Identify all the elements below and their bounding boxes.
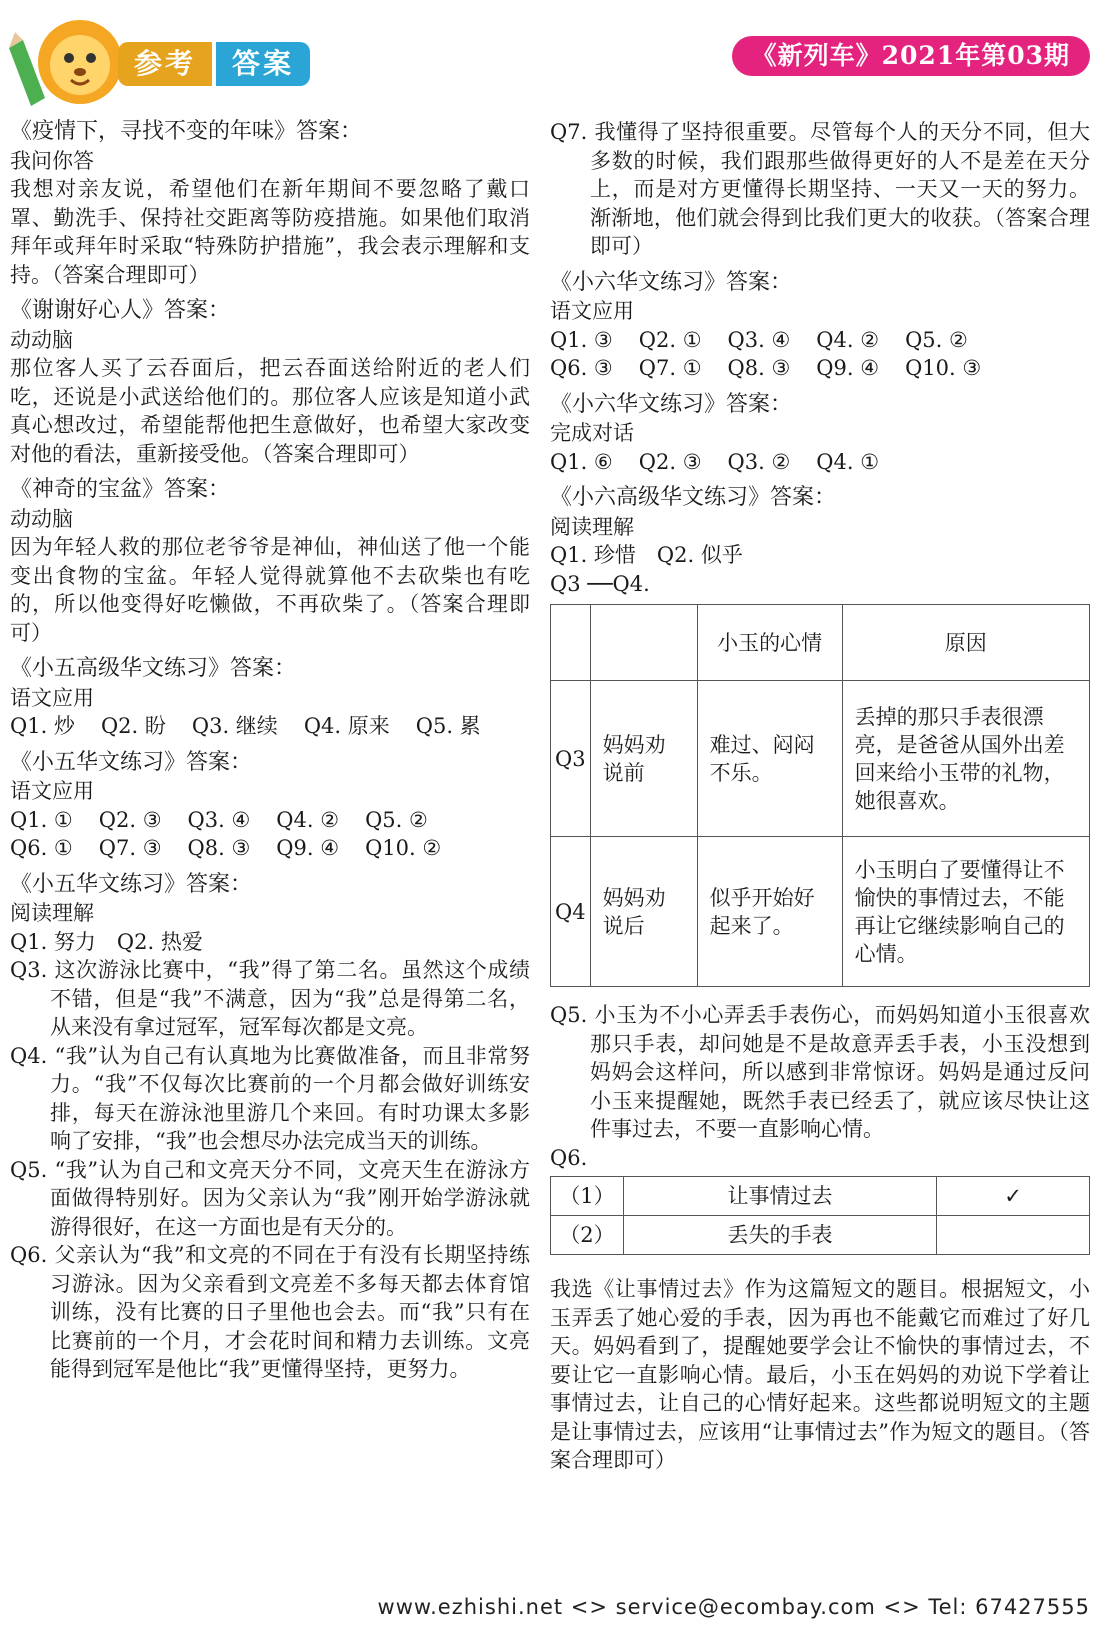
answer-text: Q6. xyxy=(550,1145,588,1170)
answer-text: Q6. 父亲认为“我”和文亮的不同在于有没有长期坚持练习游泳。因为父亲看到文亮差不多每天都去体育馆训练，没有比赛的日子里他也会去。而“我”只有在比赛前的一个月，才会花时间和精力去训练。文亮能得到冠军是他比“我”更懂得坚持，更努力。 xyxy=(10,1243,530,1381)
section-title: 《小五高级华文练习》答案： xyxy=(10,656,297,681)
section-subtitle: 动动脑 xyxy=(10,506,73,531)
page-header xyxy=(0,0,1100,110)
table-cell xyxy=(551,605,591,681)
answer-item: Q1. 炒 xyxy=(10,714,75,738)
issue-badge: 《新列车》2021年第03期 xyxy=(732,36,1090,76)
table-cell-mood: 难过、闷闷不乐。 xyxy=(697,681,842,837)
answer-item: Q2. ③ xyxy=(638,449,702,474)
header-tag-right: 答案 xyxy=(216,42,310,86)
section-subtitle: 阅读理解 xyxy=(10,901,94,925)
answer-text: Q7. 我懂得了坚持很重要。尽管每个人的天分不同，但大多数的时候，我们跟那些做得更好的人不是差在天分上，而是对方更懂得长期坚持、一天又一天的努力。渐渐地，他们就会得到比我们更大的收获。（答案合理即可） xyxy=(550,120,1090,258)
answer-text: 因为年轻人救的那位老爷爷是神仙，神仙送了他一个能变出食物的宝盆。年轻人觉得就算他不去砍柴也有吃的，所以他变得好吃懒做，不再砍柴了。（答案合理即可） xyxy=(10,535,530,645)
answer-item: Q6. ① xyxy=(10,836,73,860)
answer-item: Q8. ③ xyxy=(187,836,251,860)
answer-item: Q1. ⑥ xyxy=(550,449,613,474)
answer-item: Q1. ① xyxy=(10,807,73,832)
check-mark-icon: ✓ xyxy=(937,1177,1090,1216)
answer-text: 那位客人买了云吞面后，把云吞面送给附近的老人们吃，还说是小武送给他们的。那位客人应该是知道小武真心想改过，希望能帮他把生意做好，也希望大家改变对他的看法，重新接受他。（答案合理即可） xyxy=(10,356,530,466)
answer-item: Q4. ① xyxy=(816,449,880,474)
answer-text: Q5. 小玉为不小心弄丢手表伤心，而妈妈知道小玉很喜欢那只手表，却问她是不是故意弄丢手表，小玉没想到妈妈会这样问，所以感到非常惊讶。妈妈是通过反问小玉来提醒她，既然手表已经丢了，就应该尽快让这件事过去，不要一直影响心情。 xyxy=(550,1003,1090,1141)
table-cell-reason: 小玉明白了要懂得让不愉快的事情过去，不能再让它继续影响自己的心情。 xyxy=(842,837,1089,987)
answer-item: Q7. ③ xyxy=(98,836,162,860)
right-column xyxy=(550,118,1090,1475)
answer-item: Q10. ③ xyxy=(905,356,982,380)
section-title: 《小六高级华文练习》答案： xyxy=(550,485,837,510)
answer-text: Q3. 这次游泳比赛中，“我”得了第二名。虽然这个成绩不错，但是“我”不满意，因为“我”总是得第二名，从来没有拿过冠军，冠军每次都是文亮。 xyxy=(10,958,530,1039)
answer-item: Q9. ④ xyxy=(276,836,340,860)
answer-text: 我想对亲友说，希望他们在新年期间不要忽略了戴口罩、勤洗手、保持社交距离等防疫措施。如果他们取消拜年或拜年时采取“特殊防护措施”，我会表示理解和支持。（答案合理即可） xyxy=(10,177,530,287)
answer-row xyxy=(10,806,530,835)
table-cell-reason: 丢掉的那只手表很漂亮，是爸爸从国外出差回来给小玉带的礼物，她很喜欢。 xyxy=(842,681,1089,837)
table-cell-when: 妈妈劝说前 xyxy=(590,681,697,837)
table-row xyxy=(551,1177,1090,1216)
answer-row xyxy=(550,448,1090,477)
section-subtitle: 动动脑 xyxy=(10,327,73,352)
mood-table xyxy=(550,604,1090,987)
choice-num: （1） xyxy=(551,1177,624,1216)
answer-item: Q2. ① xyxy=(638,327,702,352)
section-title: 《小六华文练习》答案： xyxy=(550,391,793,417)
table-header-mood: 小玉的心情 xyxy=(697,605,842,681)
answer-item: Q8. ③ xyxy=(727,356,791,380)
table-cell xyxy=(590,605,697,681)
table-cell-when: 妈妈劝说后 xyxy=(590,837,697,987)
section-subtitle: 阅读理解 xyxy=(550,514,634,539)
choice-mark xyxy=(937,1216,1090,1255)
answer-item: Q2. 盼 xyxy=(100,714,166,738)
section-subtitle: 我问你答 xyxy=(10,148,94,173)
section-subtitle: 语文应用 xyxy=(550,299,634,323)
answer-row xyxy=(550,326,1090,355)
answer-text: Q1. 珍惜 Q2. 似乎 xyxy=(550,543,743,567)
answer-item: Q4. ② xyxy=(276,807,340,832)
answer-item: Q4. 原来 xyxy=(303,714,390,738)
section-title: 《小五华文练习》答案： xyxy=(10,749,253,775)
answer-item: Q3. 继续 xyxy=(191,714,278,738)
choice-text: 让事情过去 xyxy=(624,1177,937,1216)
answer-text: 我选《让事情过去》作为这篇短文的题目。根据短文，小玉弄丢了她心爱的手表，因为再也不能戴它而难过了好几天。妈妈看到了，提醒她要学会让不愉快的事情过去，不要让它一直影响心情。最后，小玉在妈妈的劝说下学着让事情过去，让自己的心情好起来。这些都说明短文的主题是让事情过去，应该用“让事情过去”作为短文的题目。（答案合理即可） xyxy=(550,1277,1090,1472)
choice-text: 丢失的手表 xyxy=(624,1216,937,1255)
section-title: 《神奇的宝盆》答案： xyxy=(10,477,231,502)
answer-item: Q5. ② xyxy=(365,807,428,832)
table-row xyxy=(551,681,1090,837)
answer-item: Q5. ② xyxy=(905,327,968,352)
section-title: 《疫情下，寻找不变的年味》答案： xyxy=(10,119,363,144)
section-title: 《谢谢好心人》答案： xyxy=(10,298,231,323)
header-tag xyxy=(118,42,310,86)
section-subtitle: 语文应用 xyxy=(10,779,94,803)
left-column xyxy=(10,118,530,1384)
section-title: 《小五华文练习》答案： xyxy=(10,871,253,897)
answer-item: Q9. ④ xyxy=(816,356,880,380)
section-subtitle: 完成对话 xyxy=(550,421,634,445)
header-tag-left: 参考 xyxy=(118,42,212,86)
table-row xyxy=(551,1216,1090,1255)
answer-item: Q3. ④ xyxy=(727,327,791,352)
section-subtitle: 语文应用 xyxy=(10,685,94,710)
answer-item: Q7. ① xyxy=(638,356,702,380)
table-header-reason: 原因 xyxy=(842,605,1089,681)
answer-item: Q6. ③ xyxy=(550,356,613,380)
answer-item: Q5. 累 xyxy=(415,714,481,738)
answer-text: Q3 ──Q4. xyxy=(550,571,650,596)
table-cell-q: Q4 xyxy=(551,837,591,987)
answer-item: Q3. ② xyxy=(727,449,791,474)
lion-pencil-logo-icon xyxy=(5,10,135,110)
page-footer: www.ezhishi.net <> service@ecombay.com <> Tel: 67427555 xyxy=(377,1595,1090,1619)
table-row xyxy=(551,837,1090,987)
table-cell-mood: 似乎开始好起来了。 xyxy=(697,837,842,987)
answer-row xyxy=(10,712,530,741)
choice-num: （2） xyxy=(551,1216,624,1255)
answer-text: Q1. 努力 Q2. 热爱 xyxy=(10,929,203,954)
answer-text: Q4. “我”认为自己有认真地为比赛做准备，而且非常努力。“我”不仅每次比赛前的一个月都会做好训练安排，每天在游泳池里游几个来回。有时功课太多影响了安排，“我”也会想尽办法完成当天的训练。 xyxy=(10,1043,530,1153)
answer-row xyxy=(550,354,1090,383)
answer-item: Q4. ② xyxy=(816,327,880,352)
answer-item: Q1. ③ xyxy=(550,327,613,352)
answer-item: Q10. ② xyxy=(365,836,442,860)
answer-row xyxy=(10,834,530,863)
section-title: 《小六华文练习》答案： xyxy=(550,269,793,295)
answer-item: Q2. ③ xyxy=(98,807,162,832)
answer-text: Q5. “我”认为自己和文亮天分不同，文亮天生在游泳方面做得特别好。因为父亲认为“我”刚开始学游泳就游得很好，在这一方面也是有天分的。 xyxy=(10,1157,530,1239)
title-choice-table xyxy=(550,1176,1090,1255)
table-row xyxy=(551,605,1090,681)
table-cell-q: Q3 xyxy=(551,681,591,837)
answer-item: Q3. ④ xyxy=(187,807,251,832)
